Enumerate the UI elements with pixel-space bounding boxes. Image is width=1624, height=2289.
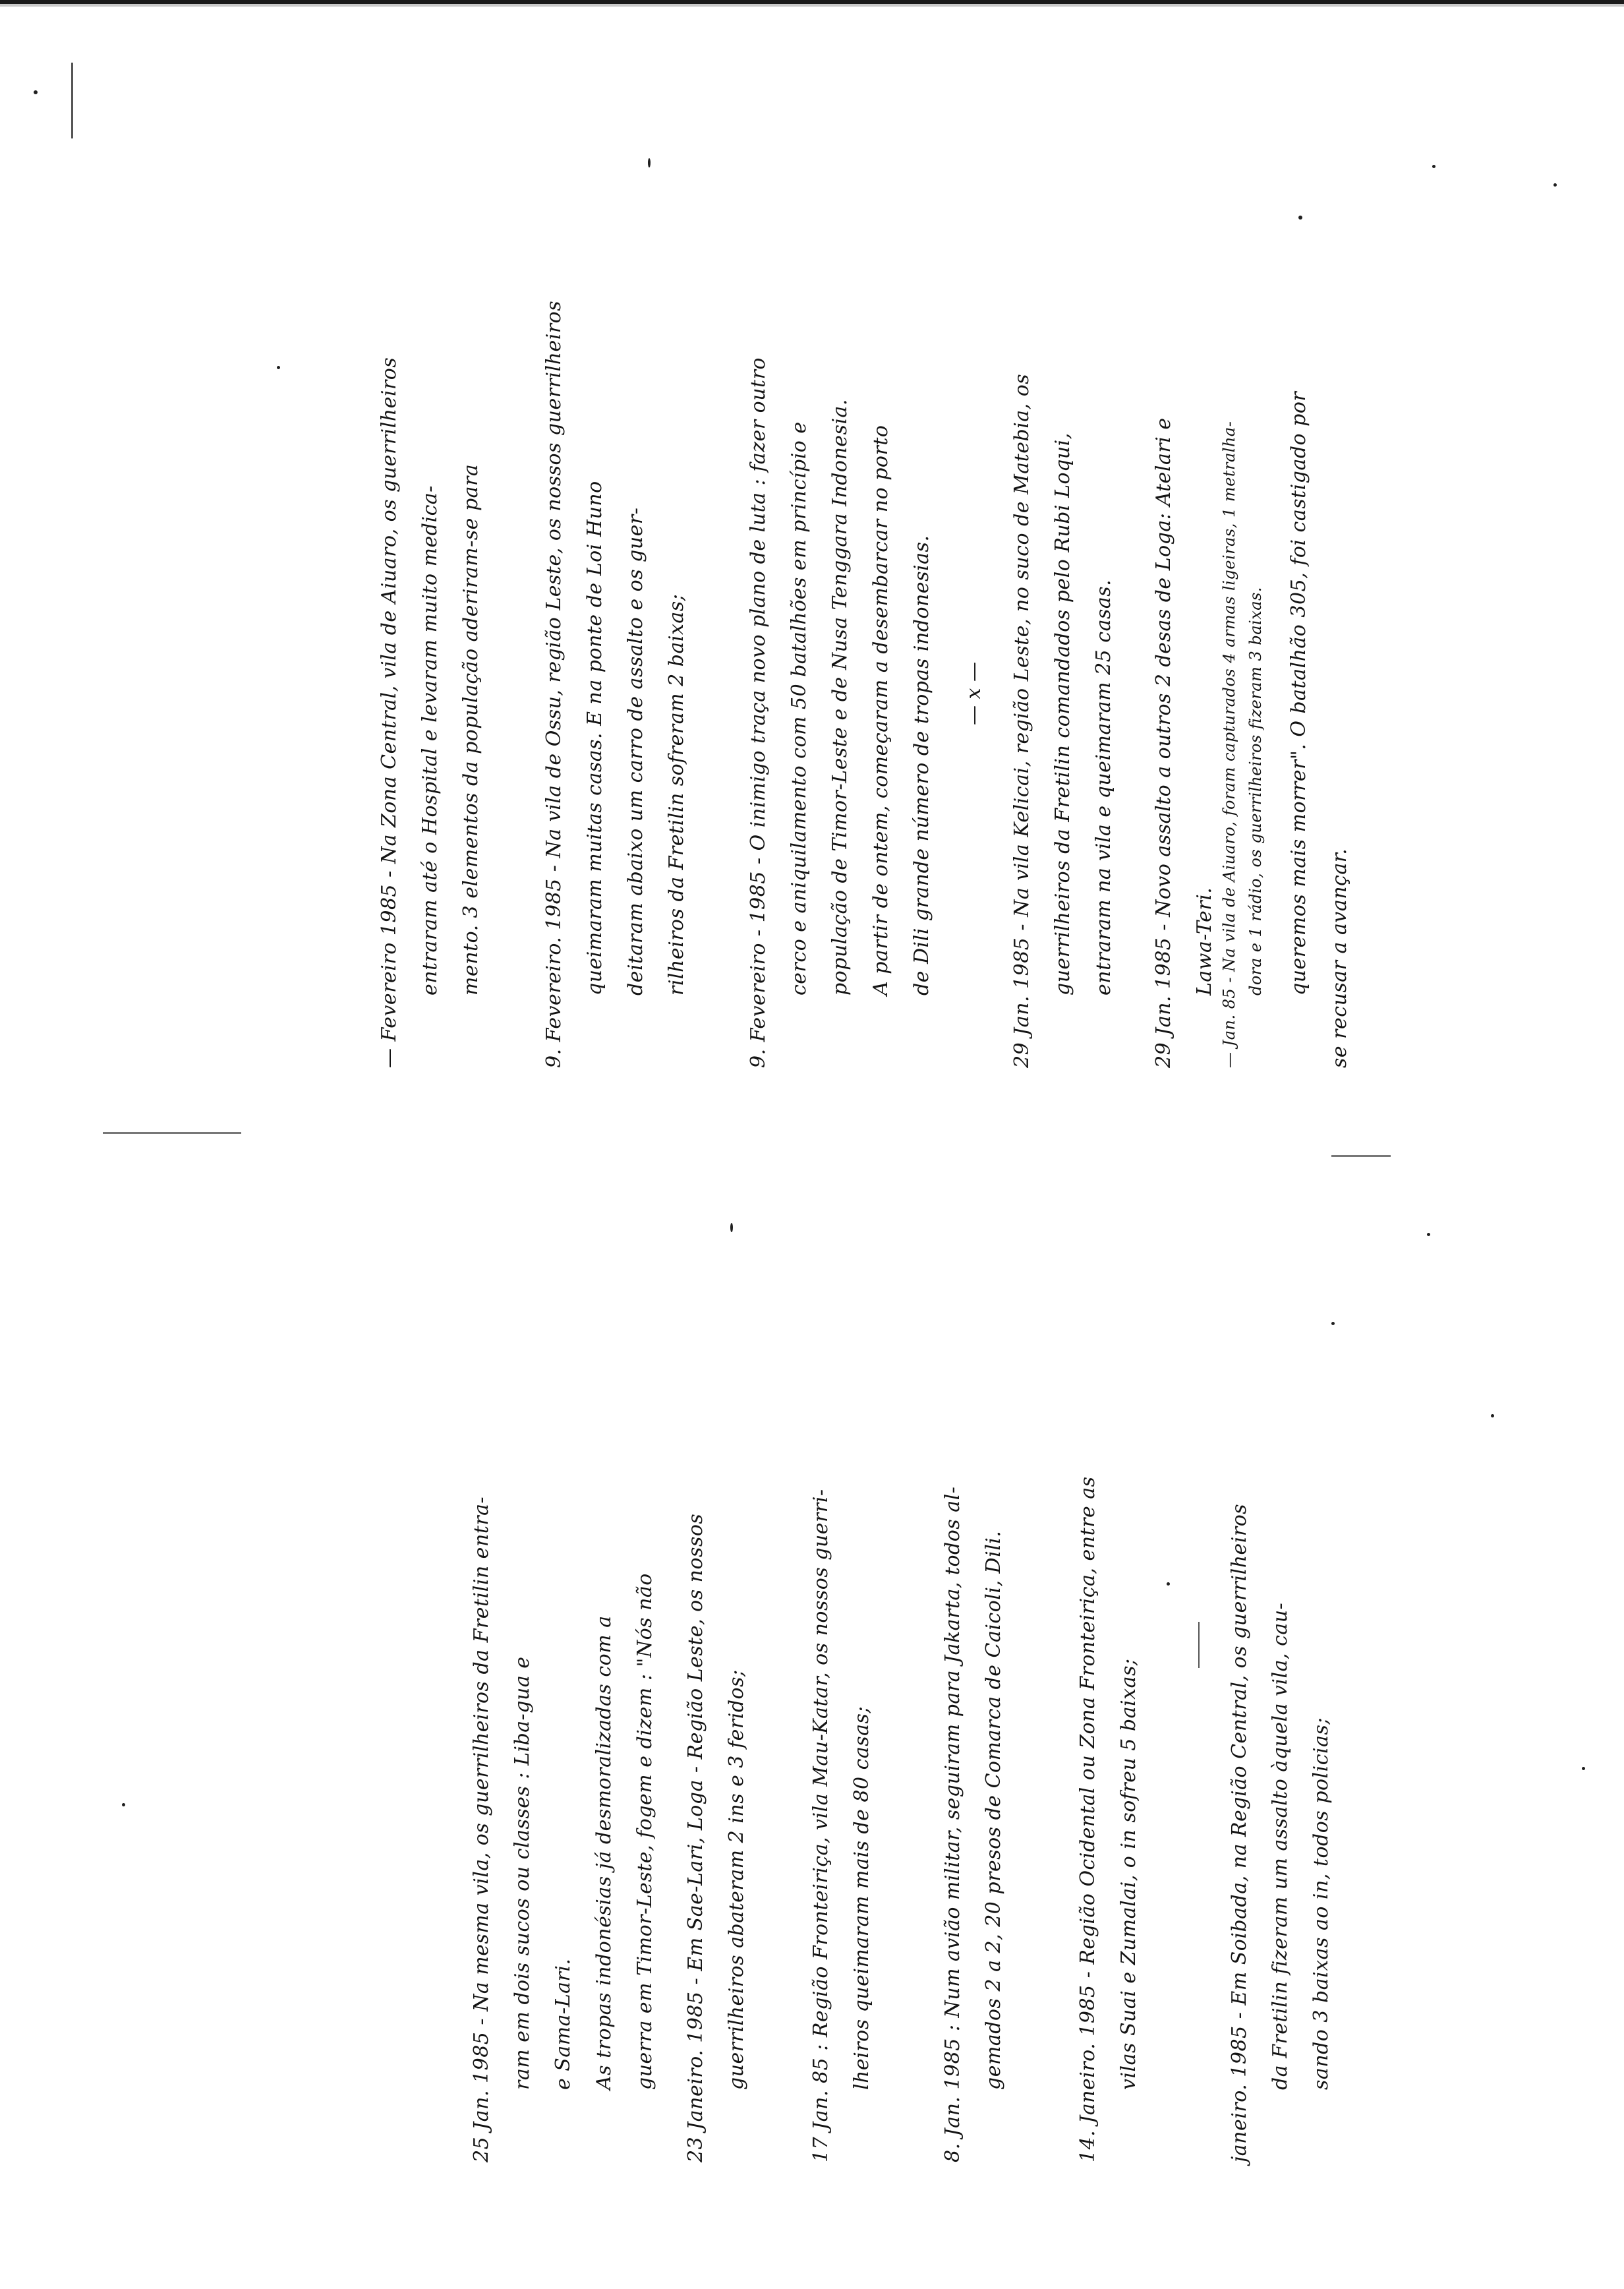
entry-line: gemados 2 a 2, 20 presos de Comarca de Caicoli, Dili. [982,1530,1005,2090]
entry-line: da Fretilin fizeram um assalto àquela vila, cau- [1269,1602,1292,2090]
entry-line: deitaram abaixo um carro de assalto e os guer- [624,507,647,996]
scan-speck [122,1803,125,1806]
entry-line: 23 Janeiro. 1985 - Em Sae-Lari, Loga - Região Leste, os nossos [684,1513,707,2162]
entry-line: 9. Fevereiro. 1985 - Na vila de Ossu, região Leste, os nossos guerrilheiros [542,300,566,1068]
rotated-page [264,185,1624,2162]
entry-line: 14. Janeiro. 1985 - Região Ocidental ou Zona Fronteiriça, entre as [1076,1476,1099,2162]
entry-line: 25 Jan. 1985 - Na mesma vila, os guerrilheiros da Fretilin entra- [470,1496,493,2162]
scan-speck [648,158,651,167]
entry-line: queimaram muitas casas. E na ponte de Loi Huno [583,481,606,996]
entry-batalhao-305 [1279,185,1360,1068]
entry-line: 29 Jan. 1985 - Novo assalto a outros 2 desas de Loga: Atelari e [1152,417,1175,1068]
entry-line: 17 Jan. 85 : Região Fronteiriça, vila Mau-Katar, os nossos guerri- [809,1489,832,2162]
entry-line: se recusar a avançar. [1328,848,1351,1068]
entry-line: 9. Fevereiro - 1985 - O inimigo traça novo plano de luta : fazer outro [747,357,770,1068]
entry-line: queremos mais morrer". O batalhão 305, foi castigado por [1287,391,1310,996]
entry-line: cerco e aniquilamento com 50 batalhões em princípio e [788,421,811,996]
entry-hospital-aiuaro [369,185,492,1068]
entry-line: As tropas indonésias já desmoralizadas com a [593,1615,616,2090]
entry-line: guerra em Timor-Leste, fogem e dizem : "Nós não [633,1573,656,2090]
entry-line: população de Timor-Leste e de Nusa Tenggara Indonesia. [828,399,852,996]
scan-speck [1432,165,1436,168]
entry-line: guerrilheiros abateram 2 ins e 3 feridos; [725,1669,748,2090]
entry-ossu [534,185,697,1068]
entry-kelicai [1002,185,1124,1068]
entry-line: guerrilheiros da Fretilin comandados pelo Rubi Loqui, [1051,432,1074,996]
scan-speck [34,90,38,94]
entry-line: — Jan. 85 - Na vila de Aiuaro, foram capturados 4 armas ligeiras, 1 metralha- [1220,421,1238,1068]
entry-aviao-militar [933,1292,1014,2162]
entry-line: A partir de ontem, começaram a desembarcar no porto [869,425,892,996]
entry-line: mento. 3 elementos da população aderiram-se para [459,463,482,996]
section-separator: — x — [962,662,985,725]
entry-line: lheiros queimaram mais de 80 casas; [850,1706,873,2090]
scan-dash [103,1132,241,1134]
entry-mesma-vila [461,1292,666,2162]
entry-line: sando 3 baixas ao in, todos policias; [1310,1717,1333,2090]
entry-line: 29 Jan. 1985 - Na vila Kelicai, região Leste, no suco de Matebia, os [1010,373,1033,1068]
entry-sae-lari [676,1292,757,2162]
entry-line: de Dili grande número de tropas indonesias. [910,535,933,996]
entry-atelari [1144,185,1225,1068]
entry-line: — Fevereiro 1985 - Na Zona Central, vila de Aiuaro, os guerrilheiros [378,357,401,1068]
entry-line: vilas Suai e Zumalai, o in sofreu 5 baixas; [1117,1658,1140,2090]
entry-soibada [1219,1292,1342,2162]
entry-line: dora e 1 rádio, os guerrilheiros fizeram 3 baixas. [1246,586,1265,996]
entry-line: rilheiros da Fretilin sofreram 2 baixas; [665,593,688,996]
entry-line: Lawa-Teri. [1193,887,1216,996]
entry-line: e Sama-Lari. [552,1958,575,2090]
entry-mau-katar [801,1292,883,2162]
entry-novo-plano [738,185,942,1068]
entry-line: ram em dois sucos ou classes : Liba-gua e [511,1656,534,2090]
entry-zona-fronteirica [1068,1292,1149,2162]
scan-mark [71,63,73,138]
entry-line: 8. Jan. 1985 : Num avião militar, seguiram para Jakarta, todos al- [941,1486,964,2162]
entry-line: janeiro. 1985 - Em Soibada, na Região Central, os guerrilheiros [1228,1503,1251,2162]
entry-line: entraram na vila e queimaram 25 casas. [1092,579,1115,996]
page-top-shadow [0,4,1624,7]
entry-line: entraram até o Hospital e levaram muito medica- [419,485,442,996]
